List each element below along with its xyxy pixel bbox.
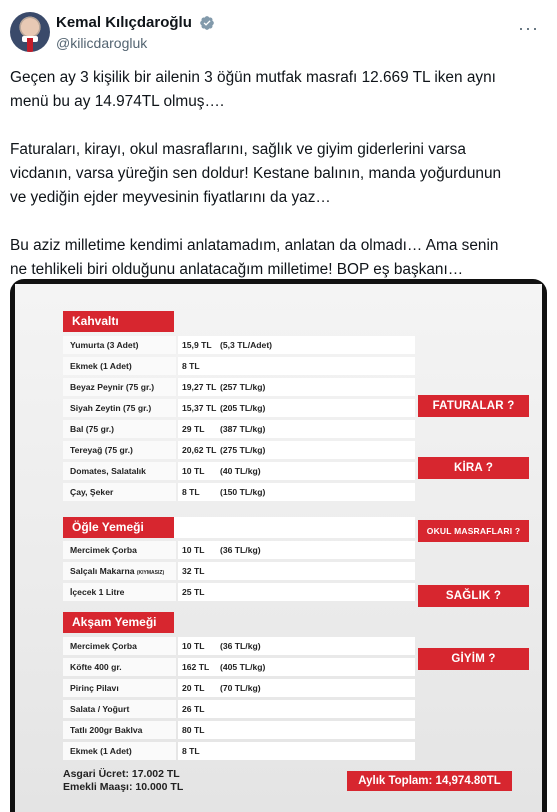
- tweet-text: [10, 66, 547, 282]
- table-row: [63, 399, 415, 417]
- item-unit-price: (150 TL/kg): [220, 487, 266, 497]
- item-price: 8 TL: [182, 361, 200, 371]
- item-unit-price: (275 TL/kg): [220, 445, 266, 455]
- food-cost-infographic: [15, 284, 542, 812]
- income-summary: [63, 768, 183, 794]
- monthly-total-badge: Aylık Toplam: 14,974.80TL: [347, 771, 512, 791]
- item-name: Tereyağ (75 gr.): [63, 441, 176, 459]
- badge-health: SAĞLIK ?: [418, 585, 529, 607]
- item-price: 15,9 TL: [182, 340, 212, 350]
- item-name: Siyah Zeytin (75 gr.): [63, 399, 176, 417]
- item-price: 20 TL: [182, 683, 205, 693]
- table-row: [63, 336, 415, 354]
- table-row: [63, 679, 415, 697]
- tweet-media-image[interactable]: [10, 279, 547, 812]
- tweet-header: [10, 12, 547, 56]
- item-name: Tatlı 200gr Baklva: [63, 721, 176, 739]
- table-row: [63, 562, 415, 580]
- item-price: 162 TL: [182, 662, 210, 672]
- table-row: [63, 658, 415, 676]
- item-name: Ekmek (1 Adet): [63, 357, 176, 375]
- table-row: [63, 721, 415, 739]
- table-row: [63, 637, 415, 655]
- table-row: [63, 742, 415, 760]
- badge-bills: FATURALAR ?: [418, 395, 529, 417]
- item-unit-price: (40 TL/kg): [220, 466, 261, 476]
- item-name: Domates, Salatalık: [63, 462, 176, 480]
- table-row: [63, 483, 415, 501]
- item-unit-price: (387 TL/kg): [220, 424, 266, 434]
- item-name: Köfte 400 gr.: [63, 658, 176, 676]
- item-unit-price: (205 TL/kg): [220, 403, 266, 413]
- item-unit-price: (257 TL/kg): [220, 382, 266, 392]
- item-name: Çay, Şeker: [63, 483, 176, 501]
- item-name: Mercimek Çorba: [63, 637, 176, 655]
- table-row: [63, 420, 415, 438]
- item-name: Ekmek (1 Adet): [63, 742, 176, 760]
- item-name: İçecek 1 Litre: [63, 583, 176, 601]
- avatar[interactable]: [10, 12, 50, 52]
- item-name: Pirinç Pilavı: [63, 679, 176, 697]
- badge-school-expenses: OKUL MASRAFLARI ?: [418, 520, 529, 542]
- item-price: 26 TL: [182, 704, 205, 714]
- table-row: [63, 462, 415, 480]
- item-price: 8 TL: [182, 746, 200, 756]
- item-price: 10 TL: [182, 545, 205, 555]
- table-row: [63, 357, 415, 375]
- item-unit-price: (5,3 TL/Adet): [220, 340, 273, 350]
- item-price: 10 TL: [182, 641, 205, 651]
- pension-label: Emekli Maaşı: 10.000 TL: [63, 781, 184, 793]
- table-row: [63, 700, 415, 718]
- item-name: Salata / Yoğurt: [63, 700, 176, 718]
- item-name: Salçalı Makarna: [70, 566, 135, 576]
- minimum-wage-label: Asgari Ücret: 17.002 TL: [63, 768, 180, 780]
- table-row: [63, 441, 415, 459]
- item-price: 20,62 TL: [182, 445, 217, 455]
- tweet-line: menü bu ay 14.974TL olmuş….: [10, 93, 225, 110]
- item-name-with-note: [63, 562, 176, 580]
- item-price: 32 TL: [182, 566, 205, 576]
- badge-clothing: GİYİM ?: [418, 648, 529, 670]
- item-unit-price: (70 TL/kg): [220, 683, 261, 693]
- tweet-line: Bu aziz milletime kendimi anlatamadım, anlatan da olmadı… Ama senin: [10, 237, 499, 254]
- tweet-line: Geçen ay 3 kişilik bir ailenin 3 öğün mutfak masrafı 12.669 TL iken aynı: [10, 69, 496, 86]
- tweet-line: ne tehlikeli biri olduğunu anlatacağım milletime! BOP eş başkanı…: [10, 261, 464, 278]
- verified-badge-icon[interactable]: [199, 15, 215, 31]
- item-name: Mercimek Çorba: [63, 541, 176, 559]
- table-row: [63, 378, 415, 396]
- item-price: 80 TL: [182, 725, 205, 735]
- section-title-extension: [174, 517, 415, 538]
- badge-rent: KİRA ?: [418, 457, 529, 479]
- table-row: [63, 583, 415, 601]
- tweet-line: Faturaları, kirayı, okul masraflarını, sağlık ve giyim giderlerini varsa: [10, 141, 466, 158]
- tweet-line: ve yediğin ejder meyvesinin fiyatlarını da yaz…: [10, 189, 331, 206]
- table-row: [63, 541, 415, 559]
- avatar-tie: [27, 38, 33, 52]
- author-block: [56, 14, 215, 51]
- item-price: 19,27 TL: [182, 382, 217, 392]
- author-handle[interactable]: @kilicdarogluk: [56, 35, 148, 51]
- tweet-line: vicdanın, varsa yüreğin sen doldur! Kestane balının, manda yoğurdunun: [10, 165, 502, 182]
- item-name: Bal (75 gr.): [63, 420, 176, 438]
- item-price: 15,37 TL: [182, 403, 217, 413]
- item-name-suffix: (KIYMASIZ): [136, 570, 165, 576]
- item-unit-price: (36 TL/kg): [220, 545, 261, 555]
- item-price: 25 TL: [182, 587, 205, 597]
- item-price: 8 TL: [182, 487, 200, 497]
- item-unit-price: (36 TL/kg): [220, 641, 261, 651]
- section-title-dinner: Akşam Yemeği: [63, 612, 174, 633]
- section-title-breakfast: Kahvaltı: [63, 311, 174, 332]
- item-name: Yumurta (3 Adet): [63, 336, 176, 354]
- section-title-lunch: Öğle Yemeği: [63, 517, 174, 538]
- item-price: 10 TL: [182, 466, 205, 476]
- item-unit-price: (405 TL/kg): [220, 662, 266, 672]
- more-options-icon[interactable]: ···: [518, 18, 539, 38]
- item-price: 29 TL: [182, 424, 205, 434]
- item-name: Beyaz Peynir (75 gr.): [63, 378, 176, 396]
- author-display-name[interactable]: Kemal Kılıçdaroğlu: [56, 14, 192, 32]
